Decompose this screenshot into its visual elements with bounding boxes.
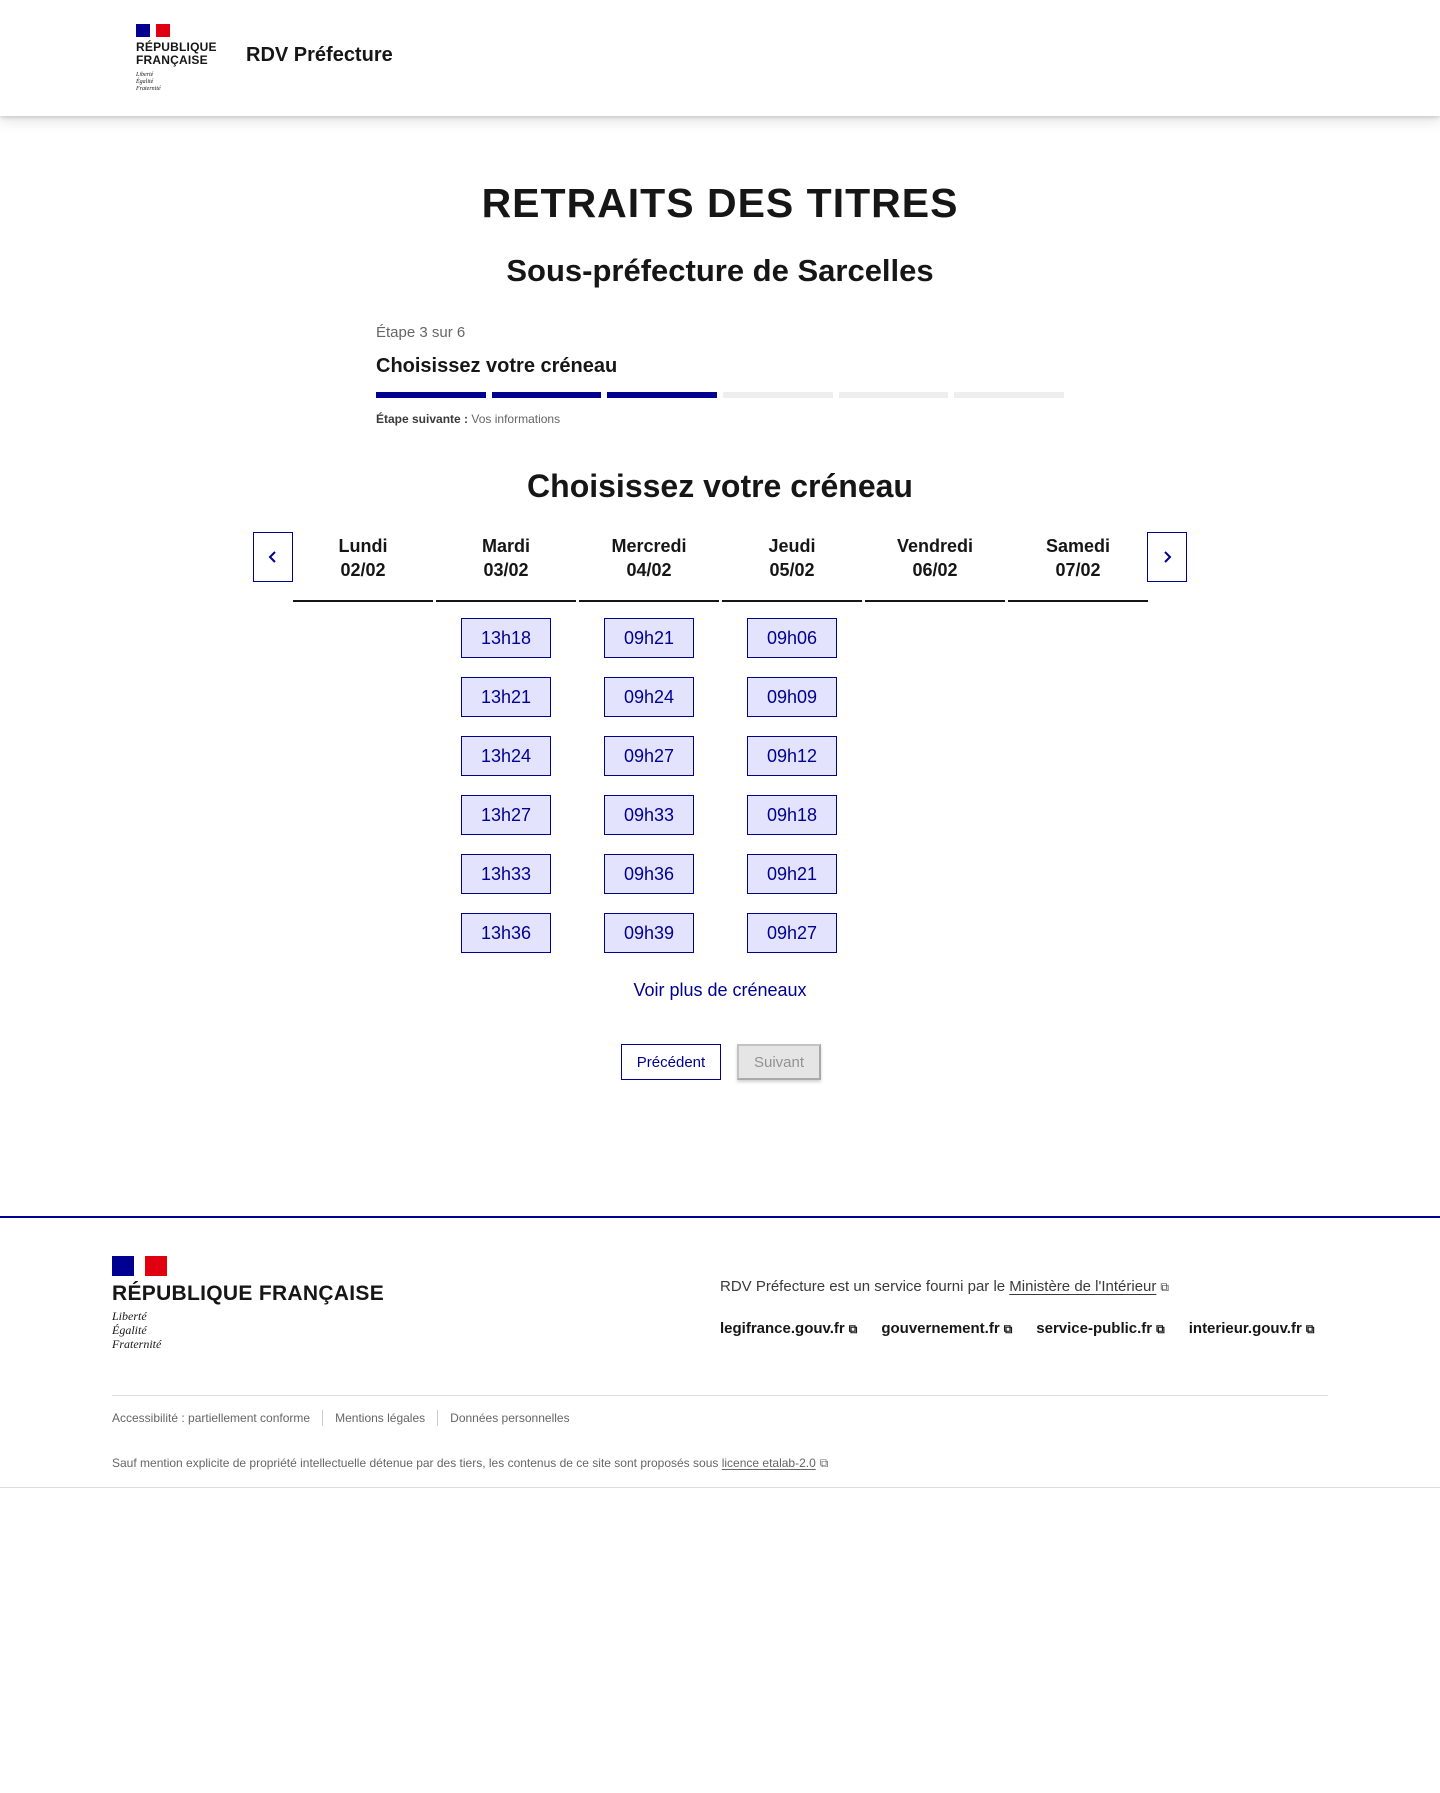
chevron-left-icon [267, 550, 279, 564]
footer-republique-francaise-logo[interactable] [112, 1256, 384, 1351]
day-date: 02/02 [340, 560, 386, 580]
time-slot-button[interactable]: 09h27 [747, 913, 837, 953]
time-slot-button[interactable]: 13h36 [461, 913, 551, 953]
footer-logo-text: RÉPUBLIQUE FRANÇAISE [112, 1282, 385, 1305]
footer-link-accessibility[interactable]: Accessibilité : partiellement conforme [112, 1411, 311, 1425]
footer-logo-motto: Liberté Égalité Fraternité [112, 1309, 162, 1351]
footer-link-gouvernement[interactable]: gouvernement.fr ⧉ [881, 1320, 1013, 1337]
footer-gov-links [720, 1320, 1314, 1337]
more-slots-link[interactable]: Voir plus de créneaux [633, 980, 807, 1000]
stepper-progress [376, 392, 1064, 398]
footer-license: Sauf mention explicite de propriété intellectuelle détenue par des tiers, les contenus de ce site sont proposés sous licence etalab-2.0 ⧉ [112, 1456, 829, 1470]
french-flag-icon [112, 1256, 167, 1276]
license-link[interactable]: licence etalab-2.0 ⧉ [721, 1456, 829, 1470]
logo-motto: Liberté Égalité Fraternité [136, 72, 161, 92]
stepper-next-step: Étape suivante : Vos informations [376, 412, 561, 426]
time-slot-button[interactable]: 09h36 [604, 854, 694, 894]
site-footer [0, 1216, 1440, 1488]
site-header [0, 0, 1440, 116]
day-header [865, 532, 1005, 602]
time-slot-button[interactable]: 09h12 [747, 736, 837, 776]
footer-link-interieur[interactable]: interieur.gouv.fr ⧉ [1188, 1320, 1315, 1337]
day-name: Samedi [1045, 536, 1111, 556]
page-title: RETRAITS DES TITRES [481, 180, 959, 226]
day-date: 06/02 [912, 560, 958, 580]
day-name: Vendredi [896, 536, 974, 556]
time-slot-button[interactable]: 09h06 [747, 618, 837, 658]
time-slot-button[interactable]: 09h09 [747, 677, 837, 717]
day-column [293, 532, 433, 953]
day-date: 04/02 [626, 560, 672, 580]
day-columns [293, 532, 1148, 953]
day-name: Jeudi [768, 536, 816, 556]
stepper-bar-2 [492, 392, 602, 398]
stepper-title: Choisissez votre créneau [376, 355, 618, 377]
footer-link-legal[interactable]: Mentions légales [322, 1410, 437, 1426]
republique-francaise-logo[interactable] [136, 24, 218, 93]
next-button-disabled[interactable]: Suivant [737, 1044, 821, 1080]
time-slot-button[interactable]: 13h24 [461, 736, 551, 776]
footer-description: RDV Préfecture est un service fourni par le Ministère de l'Intérieur ⧉ [720, 1278, 1169, 1295]
time-slot-button[interactable]: 09h39 [604, 913, 694, 953]
time-slot-button[interactable]: 13h21 [461, 677, 551, 717]
day-column [722, 532, 862, 953]
stepper-state: Étape 3 sur 6 [376, 324, 466, 341]
day-header [579, 532, 719, 602]
day-column [1008, 532, 1148, 953]
chevron-right-icon [1161, 550, 1173, 564]
external-link-icon: ⧉ [1156, 1322, 1165, 1336]
time-slot-button[interactable]: 09h24 [604, 677, 694, 717]
time-slot-button[interactable]: 09h21 [747, 854, 837, 894]
stepper-bar-1 [376, 392, 486, 398]
footer-divider [112, 1395, 1328, 1396]
footer-link-personal-data[interactable]: Données personnelles [437, 1410, 581, 1426]
service-title[interactable]: RDV Préfecture [246, 44, 393, 66]
day-column [865, 532, 1005, 953]
footer-link-service-public[interactable]: service-public.fr ⧉ [1036, 1320, 1165, 1337]
time-slot-button[interactable]: 13h18 [461, 618, 551, 658]
day-column [579, 532, 719, 953]
previous-week-button[interactable] [253, 532, 293, 582]
page-subtitle: Sous-préfecture de Sarcelles [506, 253, 934, 288]
day-header [293, 532, 433, 602]
day-date: 03/02 [483, 560, 529, 580]
day-header [722, 532, 862, 602]
stepper-bar-3 [607, 392, 717, 398]
footer-bottom-links [112, 1410, 582, 1426]
day-column [436, 532, 576, 953]
external-link-icon: ⧉ [1003, 1322, 1013, 1336]
time-slot-button[interactable]: 09h18 [747, 795, 837, 835]
day-header [1008, 532, 1148, 602]
external-link-icon: ⧉ [848, 1322, 858, 1336]
stepper-bar-6 [954, 392, 1064, 398]
time-slot-button[interactable]: 13h33 [461, 854, 551, 894]
day-date: 05/02 [769, 560, 815, 580]
footer-link-legifrance[interactable]: legifrance.gouv.fr ⧉ [720, 1320, 858, 1337]
stepper-bar-5 [839, 392, 949, 398]
next-week-button[interactable] [1147, 532, 1187, 582]
day-name: Mercredi [611, 536, 687, 556]
time-slot-button[interactable]: 09h33 [604, 795, 694, 835]
slot-list [747, 618, 837, 953]
stepper-bar-4 [723, 392, 833, 398]
day-name: Mardi [481, 536, 530, 556]
slot-picker-title: Choisissez votre créneau [527, 468, 913, 504]
external-link-icon: ⧉ [1305, 1322, 1315, 1336]
slot-list [604, 618, 694, 953]
day-name: Lundi [338, 536, 388, 556]
previous-button[interactable]: Précédent [621, 1044, 721, 1080]
day-header [436, 532, 576, 602]
external-link-icon: ⧉ [819, 1456, 829, 1470]
time-slot-button[interactable]: 09h21 [604, 618, 694, 658]
logo-text: RÉPUBLIQUE FRANÇAISE [136, 40, 217, 67]
french-flag-icon [136, 24, 170, 37]
external-link-icon: ⧉ [1160, 1280, 1169, 1294]
time-slot-button[interactable]: 09h27 [604, 736, 694, 776]
stepper [376, 324, 1064, 426]
slot-list [461, 618, 551, 953]
time-slot-button[interactable]: 13h27 [461, 795, 551, 835]
day-date: 07/02 [1055, 560, 1101, 580]
ministry-link[interactable]: Ministère de l'Intérieur ⧉ [1009, 1278, 1169, 1295]
